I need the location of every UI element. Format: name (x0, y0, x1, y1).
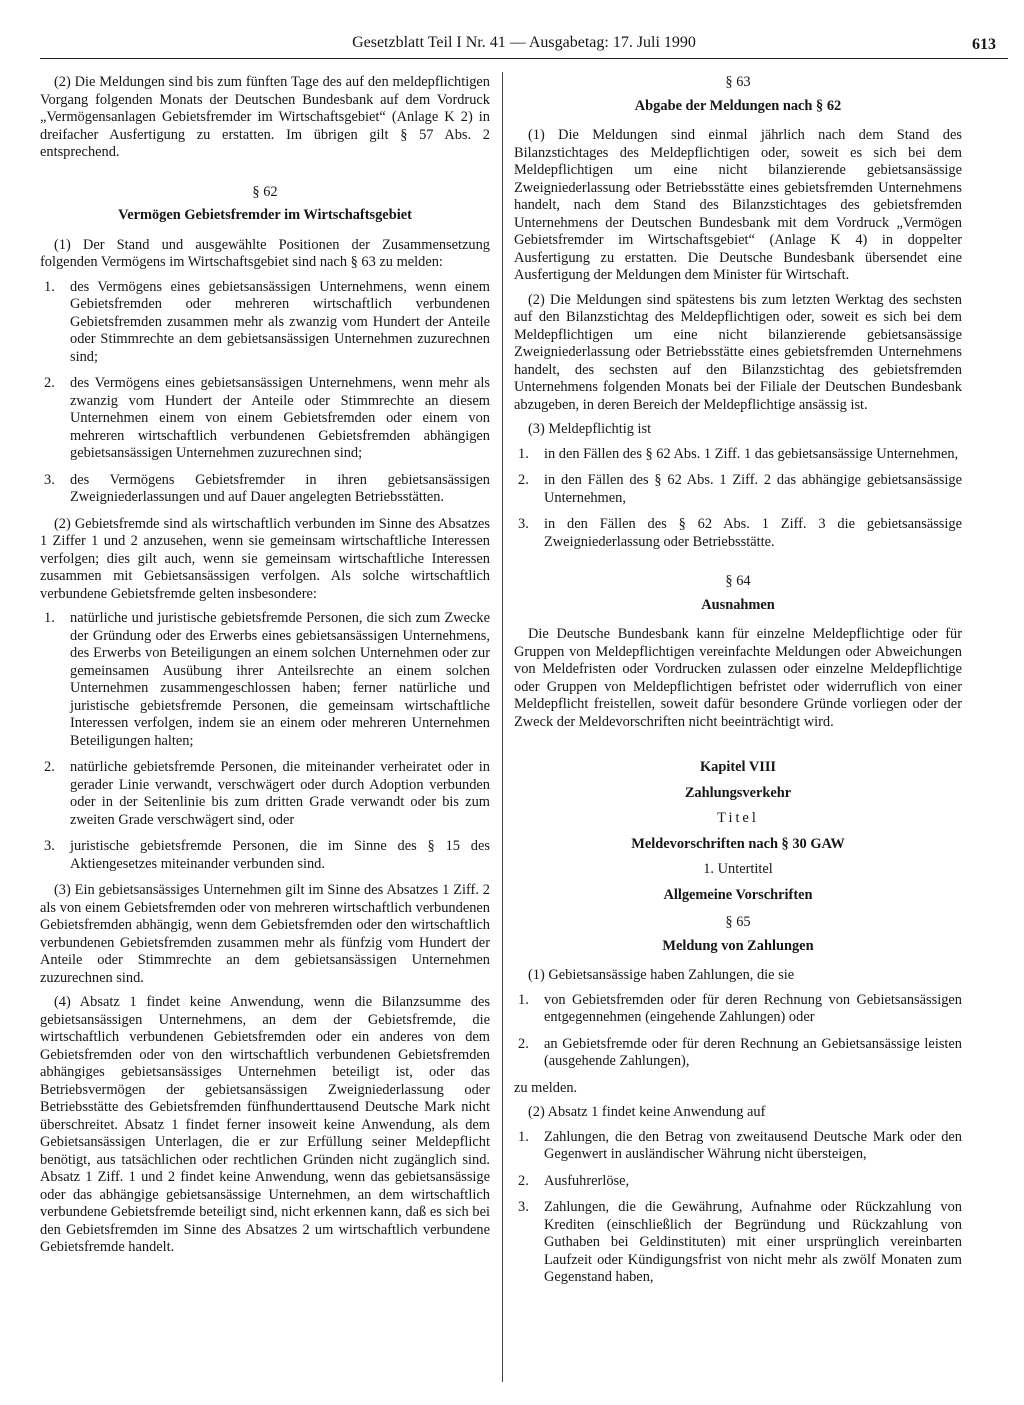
section-62-paragraph-1: (1) Der Stand und ausgewählte Positionen der Zusammensetzung folgenden Vermögens im Wirtschaftsgebiet sind nach § 63 zu melden: (40, 236, 490, 270)
paragraph-61-2: (2) Die Meldungen sind bis zum fünften Tage des auf den meldepflichtigen Vorgang folgenden Monats der Deutschen Bundesbank auf dem Vordruck „Vermögensanlagen Gebietsfremder im Wirtschaftsgebiet“ (Anlage K 2) in dreifacher Ausfertigung zu erstatten. Im übrigen gilt § 57 Abs. 2 entsprechend. (40, 74, 490, 160)
list-item-number: 1. (518, 991, 529, 1008)
chapter-heading: Kapitel VIII (699, 759, 777, 775)
list-item-number: 3. (44, 838, 55, 854)
section-65-paragraph-1: (1) Gebietsansässige haben Zahlungen, die sie (528, 967, 795, 983)
section-65-p1-list (514, 992, 962, 1071)
section-62-paragraph-4: (4) Absatz 1 findet keine Anwendung, wenn die Bilanzsumme des gebietsansässigen Unternehmens, an dem der Gebietsfremde, die wirtschaftlich verbundenen Gebietsfremden oder ein anderes von dem Gebietsfremden oder von den wirtschaftlich verbundenen Gebietsfremden abhängiges gebietsansässiges Unternehmen beteiligt ist, oder das Betriebsvermögen der gebietsansässigen Zweigniederlassung oder Betriebsstätte des Gebietsfremden fünfhunderttausend Deutsche Mark nicht überschreitet. Absatz 1 findet ferner insoweit keine Anwendung, als dem Gebietsansässigen Unterlagen, die er zur Erfüllung seiner Meldepflicht benötigt, aus tatsächlichen oder rechtlichen Gründen nicht zugänglich sind. Absatz 1 Ziff. 1 und 2 findet keine Anwendung, wenn das gebietsansässige oder das abhängige gebietsansässige Unternehmen, an dem wirtschaftlich verbundene Gebietsfremde beteiligt sind, nicht erkennen kann, daß es sich bei den Gebietsfremden im Sinne des Absatzes 2 um wirtschaftlich verbundene Gebietsfremde handelt. (40, 994, 490, 1255)
titel-heading: Titel (717, 810, 759, 826)
section-63-paragraph-3: (3) Meldepflichtig ist (528, 421, 652, 437)
list-item-number: 1. (518, 445, 529, 462)
list-item-number: 2. (518, 1035, 529, 1052)
untertitel-heading: 1. Untertitel (703, 861, 773, 877)
list-item-text: des Vermögens eines gebietsansässigen Unternehmens, wenn mehr als zwanzig vom Hundert der Anteile oder Stimmrechte an diesem Unternehmen einem von einem Gebietsfremden oder einem von mehreren wirtschaftlich verbundenen Gebietsfremden abhängigen gebietsansässigen Unternehmen zuzurechnen sind; (70, 375, 490, 461)
section-62-paragraph-2: (2) Gebietsfremde sind als wirtschaftlich verbunden im Sinne des Absatzes 1 Ziffer 1 und 2 anzusehen, wenn sie gemeinsam wirtschaftliche Interessen verfolgen; dies gilt auch, wenn sie gemeinsam wirtschaftliche Interessen zusammen mit Gebietsansässigen verfolgen. Als solche wirtschaftlich verbundene Gebietsfremde gelten insbesondere: (40, 515, 490, 602)
section-65-p1-end: zu melden. (514, 1079, 578, 1096)
left-column (40, 74, 490, 1264)
section-65-title: Meldung von Zahlungen (662, 937, 814, 954)
section-64-title: Ausnahmen (701, 596, 775, 613)
list-item-number: 3. (44, 471, 55, 488)
list-item-text: des Vermögens eines gebietsansässigen Unternehmens, wenn einem Gebietsfremden oder mehreren wirtschaftlich verbundenen Gebietsfremden zusammen mehr als zwanzig vom Hundert der Anteile oder Stimmrechte an dem gebietsansässigen Unternehmen zuzurechnen sind; (70, 278, 490, 365)
list-item (40, 375, 490, 463)
list-item-text: des Vermögens Gebietsfremder in ihren gebietsansässigen Zweigniederlassungen und auf Dauer angelegten Betriebsstätten. (70, 471, 490, 505)
list-item (514, 516, 962, 551)
list-item-number: 2. (44, 375, 55, 391)
list-item-text: in den Fällen des § 62 Abs. 1 Ziff. 1 das gebietsansässige Unternehmen, (544, 445, 959, 462)
section-63-paragraph-2: (2) Die Meldungen sind spätestens bis zum letzten Werktag des sechsten auf den Bilanzstichtag des Meldepflichtigen oder, soweit es sich bei dem Meldepflichtigen um eine nicht bilanzierende gebietsansässige Zweigniederlassung oder Betriebsstätte eines gebietsfremden Unternehmens handelt, des sechsten auf den Bilanzstichtag des gebietsfremden Unternehmens folgenden Monats bei der Filiale der Deutschen Bundesbank abzugeben, in deren Bereich der Meldepflichtige ansässig ist. (514, 291, 962, 413)
section-65-number: § 65 (725, 914, 751, 930)
list-item-text: Zahlungen, die den Betrag von zweitausend Deutsche Mark oder den Gegenwert in ausländischer Währung nicht übersteigen, (544, 1128, 962, 1162)
section-63-p3-list (514, 446, 962, 552)
list-item (40, 838, 490, 873)
titel-title: Meldevorschriften nach § 30 GAW (631, 835, 845, 852)
list-item-text: in den Fällen des § 62 Abs. 1 Ziff. 3 die gebietsansässige Zweigniederlassung oder Betriebsstätte. (544, 516, 962, 550)
list-item-text: an Gebietsfremde oder für deren Rechnung an Gebietsansässige leisten (ausgehende Zahlungen), (544, 1035, 962, 1069)
column-divider (502, 72, 503, 1382)
list-item (514, 1173, 962, 1191)
right-column (514, 74, 962, 1296)
section-62-number: § 62 (252, 183, 278, 200)
list-item-number: 3. (518, 516, 529, 532)
list-item (40, 610, 490, 750)
list-item-number: 2. (518, 472, 529, 488)
section-65-p2-list (514, 1129, 962, 1287)
section-63-paragraph-1: (1) Die Meldungen sind einmal jährlich nach dem Stand des Bilanzstichtages des Meldepflichtigen oder, soweit es sich bei dem Meldepflichtigen um eine nicht bilanzierende gebietsansässige Zweigniederlassung oder Betriebsstätte eines gebietsfremden Unternehmens handelt, nach dem Stand des Bilanzstichtages des gebietsfremden Unternehmens der Deutschen Bundesbank mit dem Vordruck „Vermögen Gebietsfremder im Wirtschaftsgebiet“ (Anlage K 4) in doppelter Ausfertigung zu erstatten. Die Deutsche Bundesbank übersendet eine Ausfertigung der Meldungen dem Minister für Wirtschaft. (514, 127, 962, 283)
list-item-text: in den Fällen des § 62 Abs. 1 Ziff. 2 das abhängige gebietsansässige Unternehmen, (544, 472, 962, 506)
section-63-title: Abgabe der Meldungen nach § 62 (634, 97, 842, 114)
list-item-number: 1. (44, 610, 55, 626)
section-63-number: § 63 (725, 74, 751, 90)
list-item (514, 472, 962, 507)
untertitel-title: Allgemeine Vorschriften (663, 886, 813, 903)
list-item-number: 2. (44, 759, 55, 775)
list-item-text: Zahlungen, die die Gewährung, Aufnahme oder Rückzahlung von Krediten (einschließlich der Begründung und Rückzahlung von Guthaben bei Geldinstituten) mit einer ursprünglich vereinbarten Laufzeit oder Kündigungsfrist von nicht mehr als zwölf Monaten zum Gegenstand haben, (544, 1199, 962, 1285)
list-item-number: 1. (44, 278, 55, 295)
list-item (514, 1129, 962, 1164)
list-item-text: Ausfuhrerlöse, (544, 1172, 630, 1189)
chapter-title: Zahlungsverkehr (684, 784, 792, 801)
section-65-paragraph-2: (2) Absatz 1 findet keine Anwendung auf (528, 1104, 766, 1120)
list-item-text: von Gebietsfremden oder für deren Rechnung von Gebietsansässigen entgegennehmen (eingehende Zahlungen) oder (544, 991, 962, 1025)
list-item-number: 3. (518, 1199, 529, 1215)
list-item (514, 1036, 962, 1071)
list-item (514, 1199, 962, 1287)
list-item-text: juristische gebietsfremde Personen, die im Sinne des § 15 des Aktiengesetzes miteinander verbunden sind. (70, 838, 490, 872)
list-item (40, 279, 490, 367)
list-item (40, 759, 490, 829)
section-64-paragraph: Die Deutsche Bundesbank kann für einzelne Meldepflichtige oder für Gruppen von Meldepflichtigen vereinfachte Meldungen oder Abweichungen von Meldefristen oder Vordrucken zulassen oder einzelne Meldepflichtige oder Gruppen von Meldepflichtigen befristet oder widerruflich von einer Meldepflicht freistellen, soweit dafür besondere Gründe vorliegen oder der Zweck der Meldevorschriften nicht beeinträchtigt wird. (514, 626, 962, 730)
page-header (40, 30, 1008, 59)
list-item-text: natürliche und juristische gebietsfremde Personen, die sich zum Zwecke der Gründung oder des Erwerbs eines gebietsansässigen Unternehmens, des Erwerbs von Beteiligungen an einem solchen Unternehmen oder zur gemeinsamen Ausübung ihrer Anteilsrechte an einem solchen Unternehmen zusammengeschlossen haben; ferner natürliche und juristische gebietsfremde Personen, die gemeinsam wirtschaftliche Interessen verfolgen, indem sie an einem oder mehreren Unternehmen Beteiligungen halten; (70, 610, 490, 749)
section-62-p1-list (40, 279, 490, 507)
page-number: 613 (972, 36, 996, 53)
section-62-title: Vermögen Gebietsfremder im Wirtschaftsgebiet (118, 207, 412, 223)
list-item (514, 446, 962, 464)
list-item-number: 1. (518, 1128, 529, 1145)
gazette-header-title: Gesetzblatt Teil I Nr. 41 — Ausgabetag: 17. Juli 1990 (352, 34, 696, 51)
list-item-number: 2. (518, 1172, 529, 1189)
list-item-text: natürliche gebietsfremde Personen, die miteinander verheiratet oder in gerader Linie verwandt, verschwägert oder durch Adoption verbunden oder in der Seitenlinie bis zum dritten Grade verwandt oder bis zum zweiten Grade verschwägert sind, oder (70, 759, 490, 828)
section-64-number: § 64 (725, 573, 751, 589)
section-62-paragraph-3: (3) Ein gebietsansässiges Unternehmen gilt im Sinne des Absatzes 1 Ziff. 2 als von einem Gebietsfremden oder von mehreren wirtschaftlich verbundenen Gebietsfremden abhängig, wenn dem Gebietsfremden oder den wirtschaftlich verbundenen Gebietsfremden zusammen mehr als fünfzig vom Hundert der Anteile oder Stimmrechte an dem gebietsansässigen Unternehmen zuzurechnen sind. (40, 882, 490, 986)
list-item (40, 472, 490, 507)
list-item (514, 992, 962, 1027)
section-62-p2-list (40, 610, 490, 873)
